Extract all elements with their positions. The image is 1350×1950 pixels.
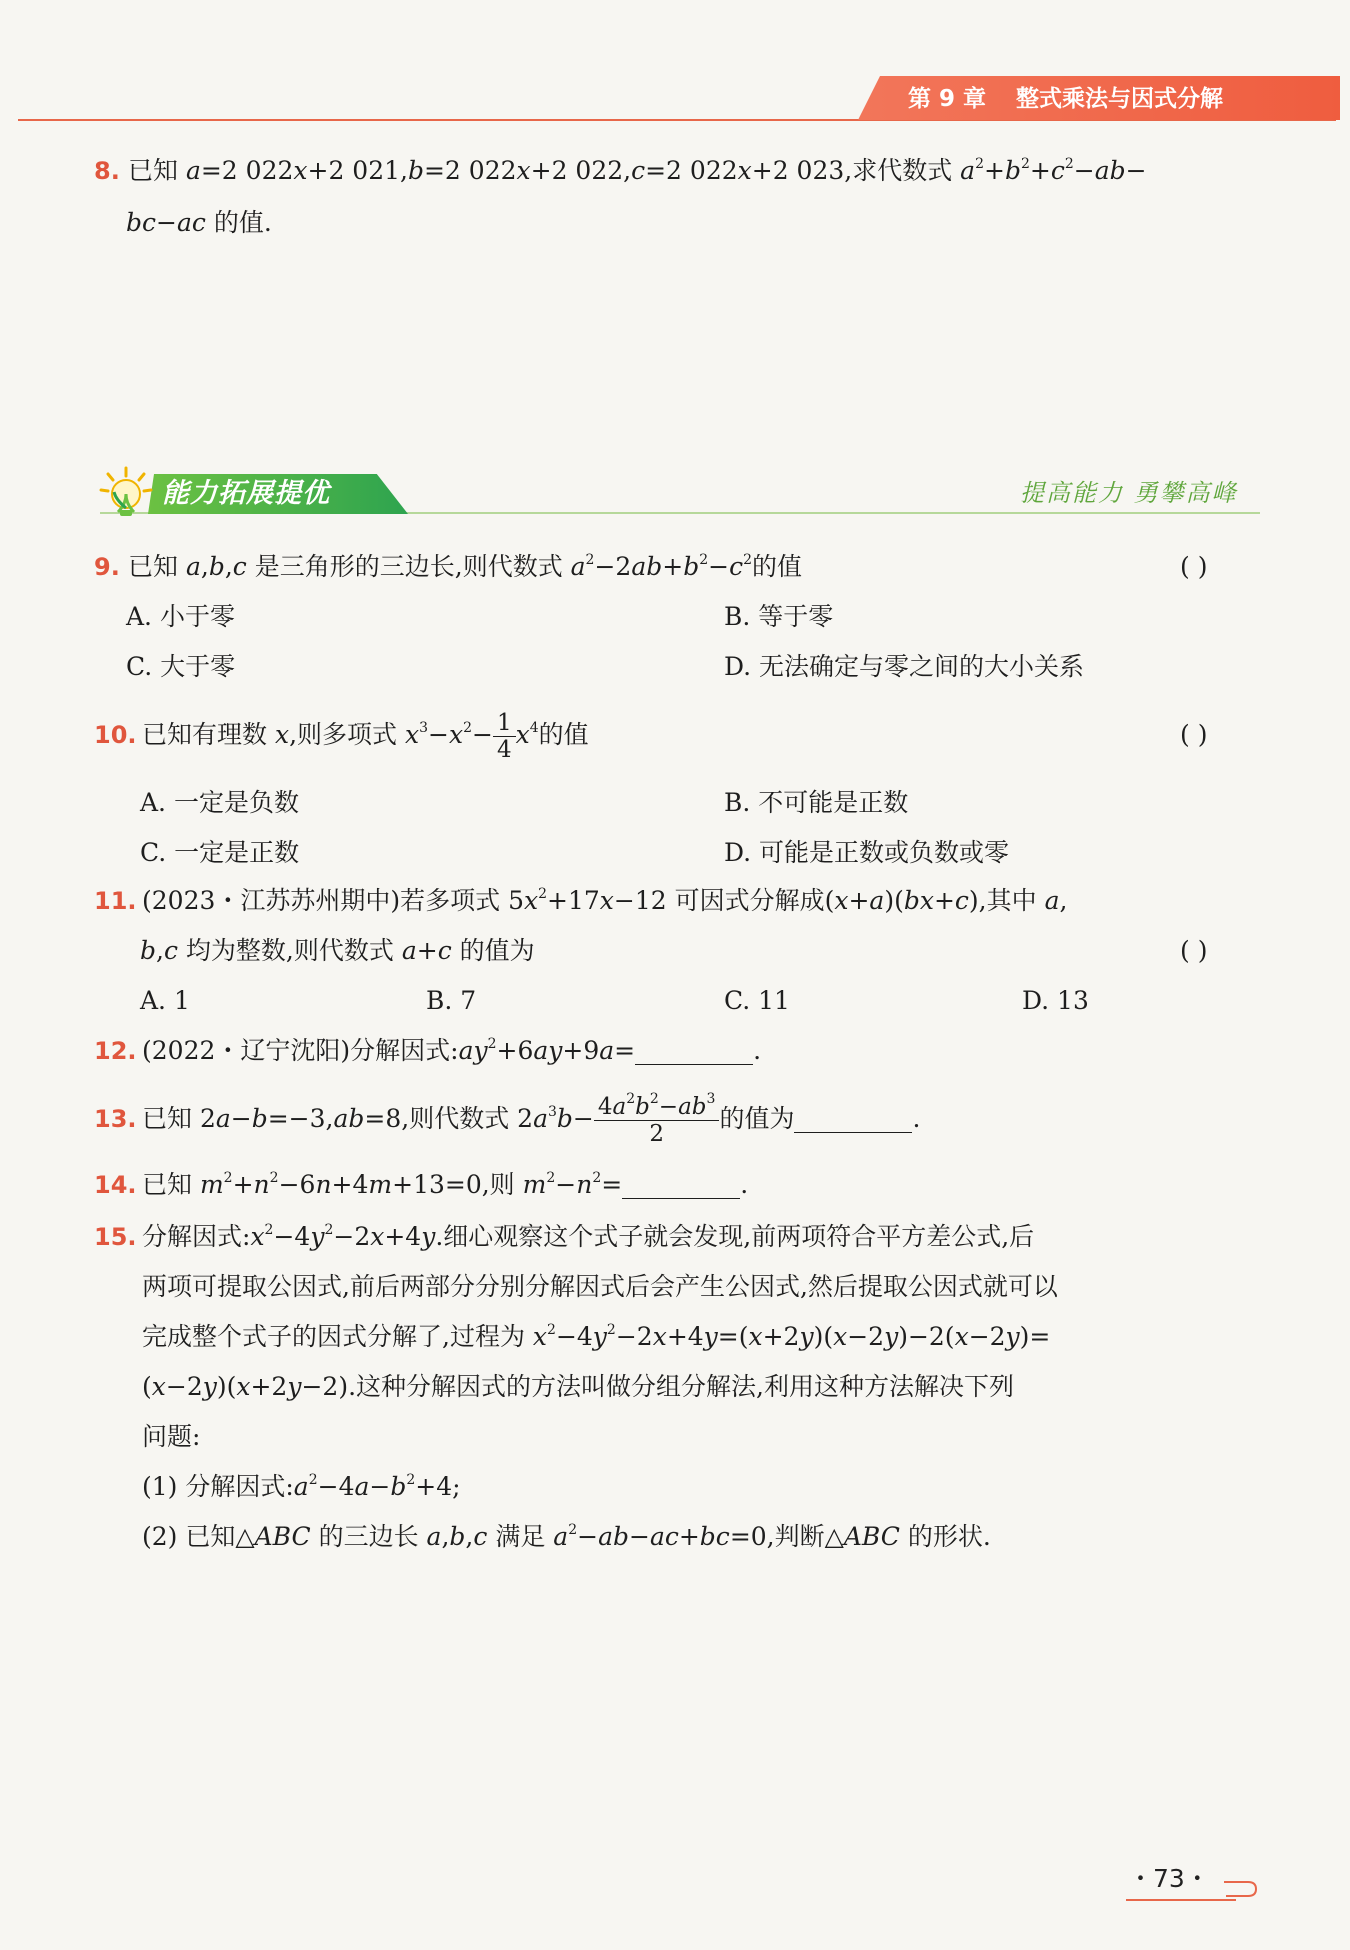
answer-blank[interactable] xyxy=(622,1198,740,1199)
q8-text: 已知 a=2 022x+2 021,b=2 022x+2 022,c=2 022x+2 023,求代数式 $a^2+b^2+c^2-ab-$ xyxy=(128,156,1147,185)
q11-line2 xyxy=(0,934,1350,968)
q10-stem xyxy=(0,710,1350,763)
q10-option-c[interactable]: C. 一定是正数 xyxy=(140,838,300,867)
q11-option-a[interactable]: A. 1 xyxy=(140,986,190,1015)
q9-stem xyxy=(0,550,1350,584)
q11-option-d[interactable]: D. 13 xyxy=(1022,986,1089,1015)
q15-process: 完成整个式子的因式分解了,过程为 $x^2-4y^2-2x+4y=(x+2y)(x-2y)-2(x-2y)=$ xyxy=(142,1322,1051,1351)
question-number: 14. xyxy=(94,1171,137,1199)
q11-option-c[interactable]: C. 11 xyxy=(724,986,790,1015)
answer-paren[interactable]: ( ) xyxy=(1180,936,1208,965)
q12-stem xyxy=(0,1034,1350,1068)
fraction-one-quarter: $\frac{1}{4}$ xyxy=(493,710,516,763)
lightbulb-icon xyxy=(96,464,156,522)
q8-text-cont: bc−ac 的值. xyxy=(126,208,272,237)
question-number: 10. xyxy=(94,721,137,749)
q14-stem xyxy=(0,1168,1350,1202)
question-number: 9. xyxy=(94,553,120,581)
question-number: 15. xyxy=(94,1223,137,1251)
q15-process-cont: (x−2y)(x+2y−2).这种分解因式的方法叫做分组分解法,利用这种方法解决下列 xyxy=(142,1372,1014,1401)
page-number-rule xyxy=(1126,1899,1236,1901)
chapter-number: 第 9 章 xyxy=(908,86,987,112)
q9-option-d[interactable]: D. 无法确定与零之间的大小关系 xyxy=(724,652,1085,681)
q12-text: (2022・辽宁沈阳)分解因式$:ay^2+6ay+9a=$ . xyxy=(142,1036,762,1065)
q15-subquestion-1: (1) 分解因式$:a^2-4a-b^2+4$; xyxy=(142,1472,461,1501)
q11-line1 xyxy=(0,884,1350,918)
q15-problem-label: 问题: xyxy=(142,1422,201,1451)
q10-option-d[interactable]: D. 可能是正数或负数或零 xyxy=(724,838,1010,867)
page-number: ・73・ xyxy=(1128,1864,1210,1893)
answer-paren[interactable]: ( ) xyxy=(1180,552,1208,581)
q14-text: 已知 $m^2+n^2-6n+4m+13=0$,则 $m^2-n^2=$ . xyxy=(142,1170,749,1199)
q11-text: (2023・江苏苏州期中)若多项式 $5x^2+17x-12$ 可因式分解成(x+a)(bx+c),其中 a, xyxy=(142,886,1068,915)
q11-text-cont: b,c 均为整数,则代数式 a+c 的值为 xyxy=(140,936,535,965)
question-number: 12. xyxy=(94,1037,137,1065)
q15-line1 xyxy=(0,1220,1350,1254)
q9-option-b[interactable]: B. 等于零 xyxy=(724,602,834,631)
q13-stem xyxy=(0,1091,1350,1147)
chapter-title: 整式乘法与因式分解 xyxy=(1016,86,1224,112)
fraction-expression: $\frac{4a^2b^2-ab^3}{2}$ xyxy=(594,1094,720,1147)
q11-option-b[interactable]: B. 7 xyxy=(426,986,477,1015)
q13-text: 已知 2a−b=−3,ab=8,则代数式 $2a^3b-$ $\frac{4a^2b^2-ab^3}{2}$ 的值为 . xyxy=(142,1091,921,1147)
answer-blank[interactable] xyxy=(635,1064,753,1065)
q15-text: 分解因式$:x^2-4y^2-2x+4y$.细心观察这个式子就会发现,前两项符合平方差公式,后 xyxy=(142,1222,1035,1251)
answer-paren[interactable]: ( ) xyxy=(1180,720,1208,749)
section-slogan: 提高能力 勇攀高峰 xyxy=(1020,479,1238,507)
curl-arrow-icon xyxy=(1222,1874,1258,1898)
q9-text: 已知 a,b,c 是三角形的三边长,则代数式 $a^2-2ab+b^2-c^2$的值 xyxy=(128,552,803,581)
q10-option-b[interactable]: B. 不可能是正数 xyxy=(724,788,909,817)
q9-option-a[interactable]: A. 小于零 xyxy=(126,602,235,631)
q10-text: 已知有理数 x,则多项式 $x^3-x^2-$ $\frac{1}{4}$ $x^4$的值 xyxy=(142,710,589,763)
q10-option-a[interactable]: A. 一定是负数 xyxy=(140,788,299,817)
answer-blank[interactable] xyxy=(794,1132,912,1133)
question-number: 11. xyxy=(94,887,137,915)
q15-text-cont: 两项可提取公因式,前后两部分分别分解因式后会产生公因式,然后提取公因式就可以 xyxy=(142,1272,1058,1301)
chapter-heading xyxy=(908,82,1223,116)
question-number: 8. xyxy=(94,157,120,185)
section-title: 能力拓展提优 xyxy=(162,478,330,509)
q9-option-c[interactable]: C. 大于零 xyxy=(126,652,236,681)
q15-subquestion-2: (2) 已知△ABC 的三边长 a,b,c 满足 $a^2-ab-ac+bc=0$,判断△ABC 的形状. xyxy=(142,1522,991,1551)
question-number: 13. xyxy=(94,1105,137,1133)
